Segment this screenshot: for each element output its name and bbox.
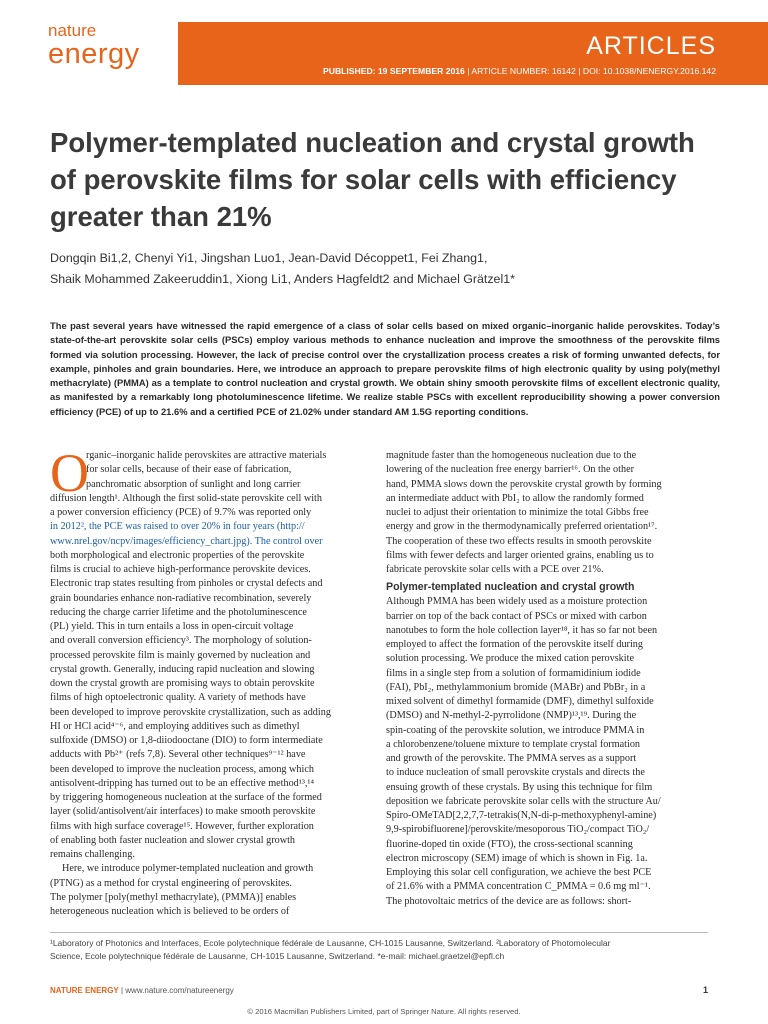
body-column-left xyxy=(50,449,374,919)
author-line: Dongqin Bi1,2, Chenyi Yi1, Jingshan Luo1, Jean-David Décoppet1, Fei Zhang1, xyxy=(50,251,488,265)
title-line: Polymer-templated nucleation and crystal growth xyxy=(50,127,695,158)
affiliations xyxy=(50,937,710,963)
text-line: crystal growth. Generally, inducing rapid nucleation and slowing xyxy=(50,663,315,675)
drop-cap: O xyxy=(50,443,89,503)
text-line: (PL) yield. This in turn entails a loss in open-circuit voltage xyxy=(50,621,294,632)
text-line: barrier on top of the back contact of PSCs or mixed with carbon xyxy=(386,610,647,622)
text-line: deposition we fabricate perovskite solar cells with the structure Au/ xyxy=(386,795,661,807)
author-line: Shaik Mohammed Zakeeruddin1, Xiong Li1, Anders Hagfeldt2 and Michael Grätzel1* xyxy=(50,272,515,286)
affiliation-line: Science, Ecole polytechnique fédérale de Lausanne, CH-1015 Lausanne, Switzerland. *e-mail: michael.graetzel@epfl.ch xyxy=(50,951,505,961)
text-line: magnitude faster than the homogeneous nucleation due to the xyxy=(386,450,637,461)
text-line: Spiro-OMeTAD[2,2,7,7-tetrakis(N,N-di-p-methoxyphenyl-amine) xyxy=(386,810,657,821)
text-line: grain boundaries enhance non-radiative recombination, severely xyxy=(50,592,312,604)
text-line: remains challenging. xyxy=(50,849,135,860)
text-line: (DMSO) and N-methyl-2-pyrrolidone (NMP)¹³,¹⁹. During the xyxy=(386,710,637,722)
title-line: greater than 21% xyxy=(50,201,272,232)
footer-url[interactable]: www.nature.com/natureenergy xyxy=(125,986,234,995)
text-line: rganic–inorganic halide perovskites are attractive materials xyxy=(86,450,327,461)
text-line: (PTNG) as a method for crystal engineering of perovskites. xyxy=(50,877,292,889)
footer-journal xyxy=(50,986,234,995)
text-line: adducts with Pb²⁺ (refs 7,8). Several other techniques⁹⁻¹² have xyxy=(50,749,306,761)
text-line: nanotubes to form the hole collection layer¹⁸, it has so far not been xyxy=(386,624,658,636)
text-line: an intermediate adduct with PbI₂ to allow the randomly formed xyxy=(386,492,644,504)
text-line: nuclei to adjust their orientation to minimize the total Gibbs free xyxy=(386,507,649,518)
journal-logo-line1: nature xyxy=(48,21,97,40)
text-line: films in a single step from a solution of formamidinium iodide xyxy=(386,667,641,679)
text-line: The cooperation of these two effects results in smooth perovskite xyxy=(386,535,652,547)
text-line: films with fewer defects and larger oriented grains, enabling us to xyxy=(386,549,654,561)
text-line: for solar cells, because of their ease of fabrication, xyxy=(86,464,292,476)
text-line: to induce nucleation of small perovskite crystals and directs the xyxy=(386,767,645,779)
text-line: electron microscopy (SEM) image of which is shown in Fig. 1a. xyxy=(386,852,648,864)
title-line: of perovskite films for solar cells with efficiency xyxy=(50,164,677,195)
article-number: ARTICLE NUMBER: 16142 xyxy=(471,66,576,76)
affiliation-line: ¹Laboratory of Photonics and Interfaces, Ecole polytechnique fédérale de Lausanne, CH-1015 Lausanne, Switzerland. ²Laboratory of Photomolecular xyxy=(50,938,611,948)
text-line: a power conversion efficiency (PCE) of 9.7% was reported only xyxy=(50,507,312,518)
text-line: mixed solvent of dimethyl formamide (DMF), dimethyl sulfoxide xyxy=(386,696,654,707)
page-number: 1 xyxy=(702,985,708,995)
footer-brand: NATURE ENERGY xyxy=(50,986,119,995)
text-line: energy and grow in the thermodynamically preferred orientation¹⁷. xyxy=(386,521,658,533)
text-line: spin-coating of the perovskite solution, we introduce PMMA in xyxy=(386,724,645,736)
text-line: and overall conversion efficiency³. The morphology of solution- xyxy=(50,635,312,647)
text-line: a chlorobenzene/toluene mixture to template crystal formation xyxy=(386,738,641,750)
copyright-notice: © 2016 Macmillan Publishers Limited, part of Springer Nature. All rights reserved. xyxy=(247,1007,521,1016)
text-line: Electronic trap states resulting from pinholes or crystal defects and xyxy=(50,578,323,590)
footnote-divider xyxy=(50,932,708,933)
text-line: by triggering homogeneous nucleation at the surface of the formed xyxy=(50,792,322,803)
doi[interactable]: DOI: 10.1038/NENERGY.2016.142 xyxy=(582,66,716,76)
text-line: lowering of the nucleation free energy barrier¹⁶. On the other xyxy=(386,464,634,476)
text-line: diffusion length¹. Although the first solid-state perovskite cell with xyxy=(50,492,322,504)
text-line: down the crystal growth are promising ways to obtain perovskite xyxy=(50,678,315,689)
text-line: The photovoltaic metrics of the device are as follows: short- xyxy=(386,895,632,907)
text-line: films of high optoelectronic quality. A variety of methods have xyxy=(50,692,306,704)
article-title xyxy=(50,124,730,235)
right-column-intro xyxy=(386,449,708,577)
abstract: The past several years have witnessed the rapid emergence of a class of solar cells based on mixed organic–inorganic halide perovskites. Today’s state-of-the-art perovskite solar cells (PSCs) employ various methods to enhance nucleation and improve the smoothness of the perovskite films formed via solution processing. However, the lack of precise control over the crystallization process creates a risk of forming unwanted defects, for example, pinholes and grain boundaries. Here, we introduce an approach to prepare perovskite films of high electronic quality by using poly(methyl methacrylate) (PMMA) as a template to control nucleation and crystal growth. We obtain shiny smooth perovskite films of excellent electronic quality, as manifested by a remarkably long photoluminescence lifetime. We realize stable PSCs with excellent reproducibility showing a power conversion efficiency (PCE) of up to 21.6% and a certified PCE of 21.02% under standard AM 1.5G reporting conditions. xyxy=(50,320,720,417)
body-column-right xyxy=(386,449,708,909)
publication-info xyxy=(323,66,716,76)
text-line: (FAI), PbI₂, methylammonium bromide (MABr) and PbBr₂ in a xyxy=(386,681,646,693)
text-line: antisolvent-dripping has turned out to be an effective method¹³,¹⁴ xyxy=(50,777,315,789)
text-line: panchromatic absorption of sunlight and long carrier xyxy=(86,478,301,490)
text-line: 9,9-spirobifluorene]/perovskite/mesoporous TiO₂/compact TiO₂/ xyxy=(386,824,650,836)
text-line: been developed to improve perovskite crystallization, such as adding xyxy=(50,706,331,718)
right-column-section xyxy=(386,595,708,909)
text-line: layer (solid/antisolvent/air interfaces) to make smooth perovskite xyxy=(50,806,316,818)
text-line: films is crucial to achieve high-performance perovskite devices. xyxy=(50,564,311,575)
text-line: both morphological and electronic properties of the perovskite xyxy=(50,549,305,561)
journal-header xyxy=(0,0,768,92)
text-line: solution processing. We produce the mixed cation perovskite xyxy=(386,653,634,665)
text-line: processed perovskite film is mainly governed by nucleation and xyxy=(50,649,311,661)
pub-separator: | xyxy=(575,66,583,76)
text-line: of 21.6% with a PMMA concentration C_PMMA = 0.6 mg ml⁻¹. xyxy=(386,881,651,893)
text-line: heterogeneous nucleation which is believed to be orders of xyxy=(50,906,290,917)
published-date: PUBLISHED: 19 SEPTEMBER 2016 xyxy=(323,66,465,76)
text-line: ensuing growth of these crystals. By using this technique for film xyxy=(386,781,653,793)
text-line: fabricate perovskite solar cells with a PCE over 21%. xyxy=(386,564,604,575)
text-line: sulfoxide (DMSO) or 1,8-diiodooctane (DIO) to form intermediate xyxy=(50,735,323,746)
text-line: reducing the charge carrier lifetime and the photoluminescence xyxy=(50,606,307,618)
footer-separator: | xyxy=(118,986,126,995)
text-line: HI or HCl acid⁴⁻⁶, and employing additives such as dimethyl xyxy=(50,720,300,732)
journal-logo-line2: energy xyxy=(48,38,140,70)
text-line: been developed to improve the nucleation process, among which xyxy=(50,763,314,775)
text-line: hand, PMMA slows down the perovskite crystal growth by forming xyxy=(386,478,662,490)
text-line: Although PMMA has been widely used as a moisture protection xyxy=(386,596,648,608)
text-line: www.nrel.gov/ncpv/images/efficiency_chart.jpg). The control over xyxy=(50,535,323,547)
section-label: ARTICLES xyxy=(586,32,716,60)
pub-separator: | xyxy=(464,66,472,76)
text-line: employed to affect the formation of the perovskite itself during xyxy=(386,639,643,650)
text-line: Here, we introduce polymer-templated nucleation and growth xyxy=(62,863,314,875)
text-line: and growth of the perovskite. The PMMA serves as a support xyxy=(386,753,637,764)
text-line: films with high surface coverage¹⁵. However, further exploration xyxy=(50,820,314,832)
author-list xyxy=(50,248,730,290)
text-line: fluorine-doped tin oxide (FTO), the cross-sectional scanning xyxy=(386,838,633,850)
text-line: Employing this solar cell configuration, we achieve the best PCE xyxy=(386,867,652,878)
text-line: The polymer [poly(methyl methacrylate), (PMMA)] enables xyxy=(50,891,297,903)
text-line: of enabling both faster nucleation and slower crystal growth xyxy=(50,834,295,846)
section-heading: Polymer-templated nucleation and crystal growth xyxy=(386,581,635,594)
text-line: in 2012², the PCE was raised to over 20% in four years (http:// xyxy=(50,521,305,533)
